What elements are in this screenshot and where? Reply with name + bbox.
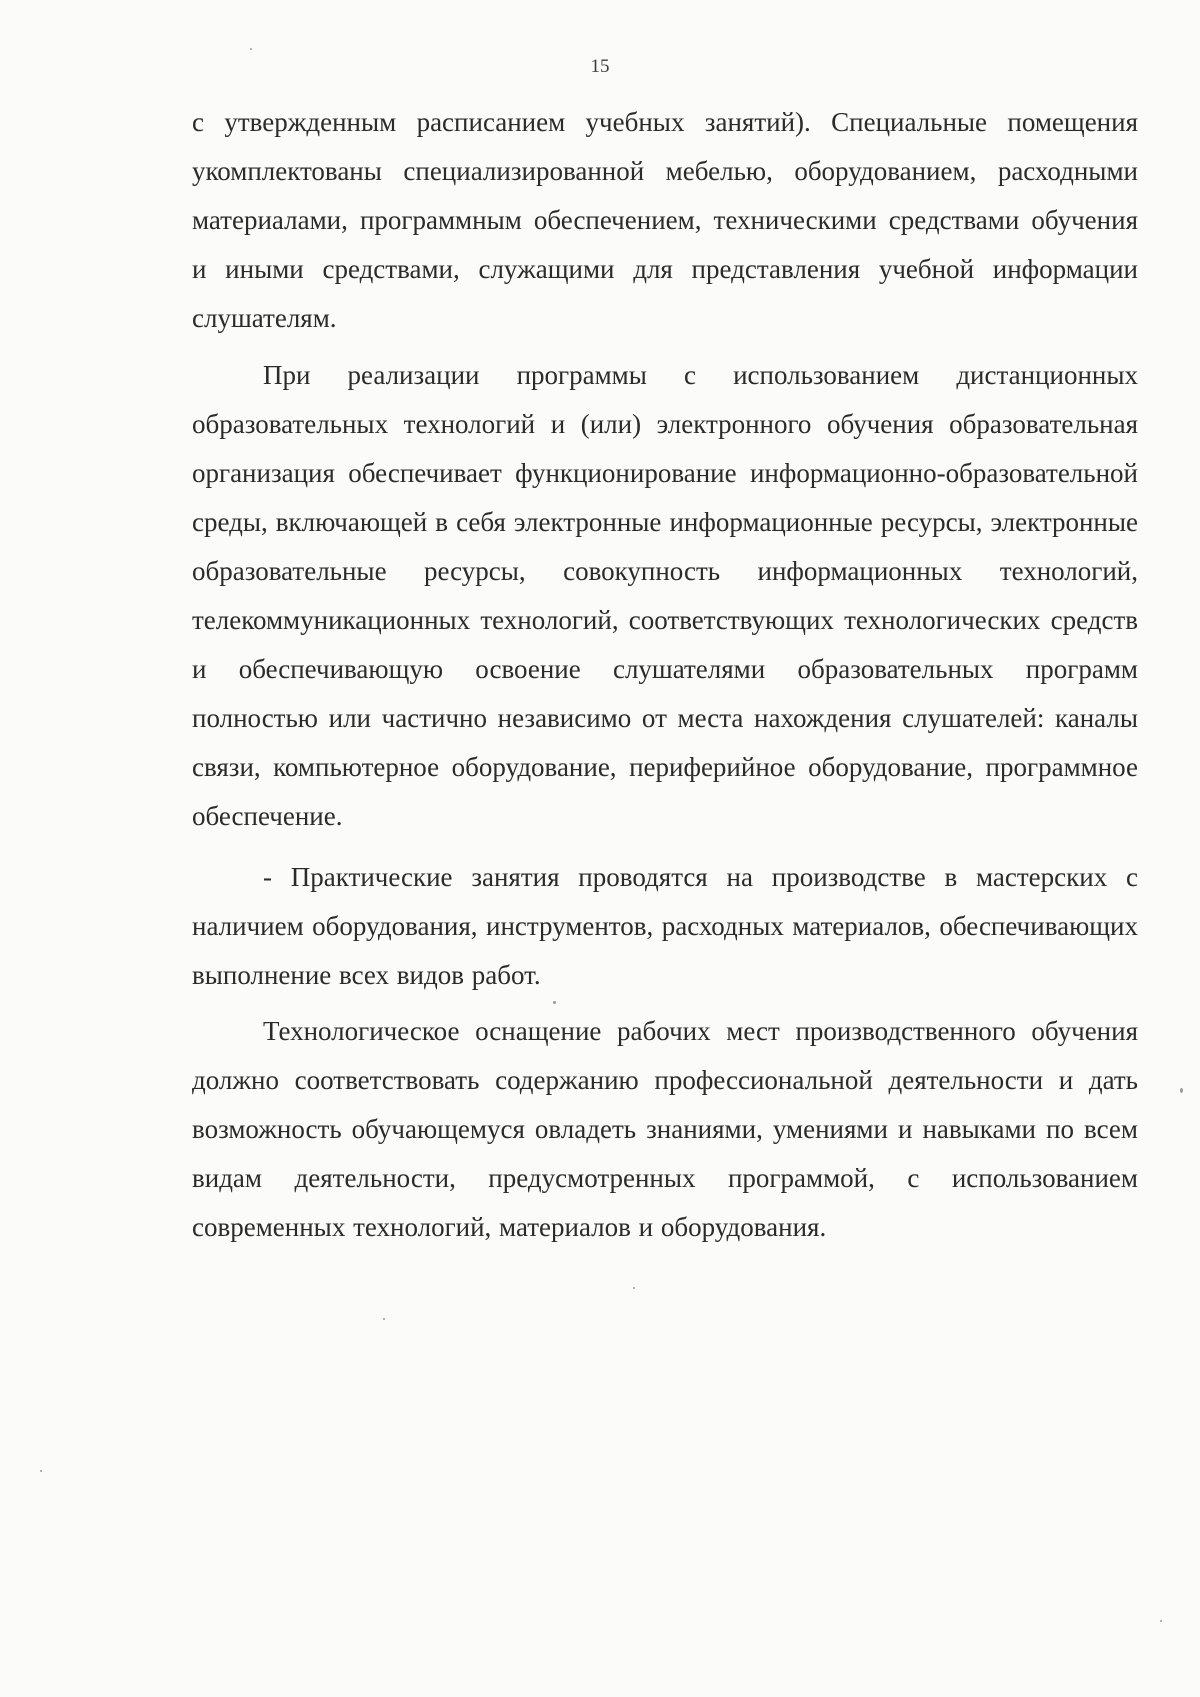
scan-speck [553,1001,556,1004]
scan-speck [1180,1088,1183,1093]
paragraph-practical-classes: - Практические занятия проводятся на производстве в мастерских с наличием оборудования, инструментов, расходных материалов, обеспечивающих выполнение всех видов работ. [192,862,1138,990]
scan-speck [383,1318,385,1320]
paragraph-technological-equipment: Технологическое оснащение рабочих мест производственного обучения должно соответствовать содержанию профессиональной деятельности и дать возможность обучающемуся овладеть знаниями, умениями и навыками по всем видам деятельности, предусмотренных программой, с использованием современных технологий, материалов и оборудования. [192,1016,1138,1242]
paragraph-distance-learning: При реализации программы с использованием дистанционных образовательных технологий и (или) электронного обучения образовательная организация обеспечивает функционирование информационно-образовательной среды, включающей в себя электронные информационные ресурсы, электронные образовательные ресурсы, совокупность информационных технологий, телекоммуникационных технологий, соответствующих технологических средств и обеспечивающую освоение слушателями образовательных программ полностью или частично независимо от места нахождения слушателей: каналы связи, компьютерное оборудование, периферийное оборудование, программное обеспечение. [192,360,1138,831]
page-number: 15 [590,56,610,77]
scan-speck [40,1470,42,1472]
scan-speck [1160,1620,1162,1622]
scan-speck [633,1287,635,1289]
paragraph-continuation: с утвержденным расписанием учебных занятий). Специальные помещения укомплектованы специализированной мебелью, оборудованием, расходными материалами, программным обеспечением, техническими средствами обучения и иными средствами, служащими для представления учебной информации слушателям. [192,107,1138,333]
scan-speck [250,48,252,50]
